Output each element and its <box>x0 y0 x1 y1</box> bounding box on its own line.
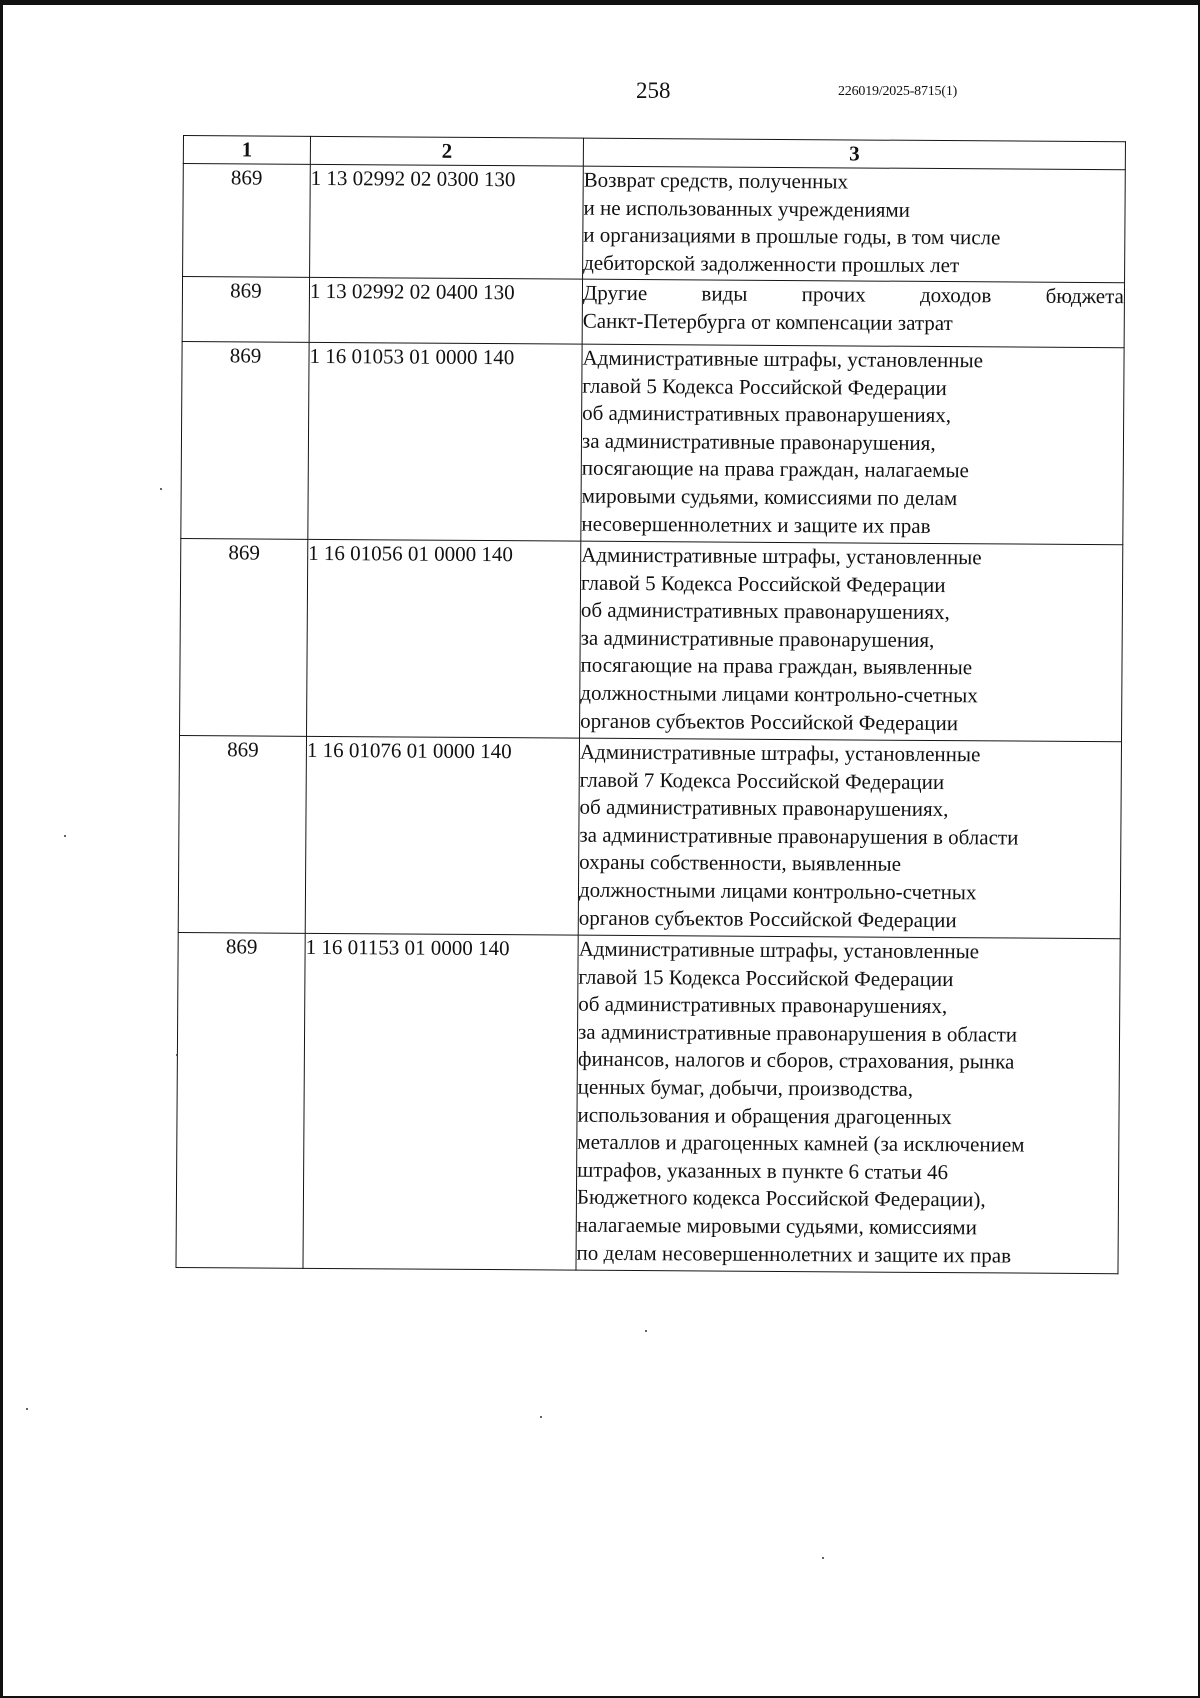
admin-code-cell: 869 <box>183 164 311 278</box>
admin-code-cell: 869 <box>180 538 308 736</box>
table-row <box>180 538 1123 741</box>
text-line: главой 7 Кодекса Российской Федерации <box>579 767 945 794</box>
text-line: и не использованных учреждениями <box>583 195 911 222</box>
text-word: бюджета <box>1045 283 1125 309</box>
budget-code-cell: 1 16 01153 01 0000 140 <box>303 933 578 1270</box>
text-line: дебиторской задолженности прошлых лет <box>583 250 960 277</box>
text-line: главой 5 Кодекса Российской Федерации <box>582 373 947 400</box>
budget-codes-table <box>175 135 1125 1274</box>
table-row <box>182 277 1124 348</box>
income-name-cell <box>580 541 1123 742</box>
budget-code-cell: 1 13 02992 02 0300 130 <box>310 164 584 279</box>
text-line: органов субъектов Российской Федерации <box>578 905 957 932</box>
text-line: штрафов, указанных в пункте 6 статьи 46 <box>577 1157 949 1184</box>
text-line: Административные штрафы, установленные <box>578 936 980 964</box>
text-line: металлов и драгоценных камней (за исключением <box>577 1129 1025 1157</box>
text-line: об административных правонарушениях, <box>579 794 949 822</box>
text-line: финансов, налогов и сборов, страхования, рынка <box>577 1047 1015 1074</box>
text-line: Административные штрафы, установленные <box>581 542 982 570</box>
text-line: Бюджетного кодекса Российской Федерации), <box>576 1184 986 1212</box>
scan-speck <box>645 1330 647 1332</box>
scan-speck <box>26 1408 28 1410</box>
budget-code-cell: 1 16 01053 01 0000 140 <box>308 342 582 541</box>
table-row <box>178 735 1121 938</box>
text-line: Административные штрафы, установленные <box>582 345 984 373</box>
text-line: об административных правонарушениях, <box>582 400 952 428</box>
scan-speck <box>160 488 162 490</box>
text-line: охраны собственности, выявленные <box>579 850 902 877</box>
text-line: за административные правонарушения в области <box>577 1019 1018 1047</box>
budget-code-cell: 1 13 02992 02 0400 130 <box>309 277 582 344</box>
text-line: мировыми судьями, комиссиями по делам <box>581 483 958 511</box>
table-row <box>176 932 1120 1273</box>
income-name-cell <box>576 935 1120 1274</box>
text-line: должностными лицами контрольно-счетных <box>578 877 977 905</box>
text-line: об административных правонарушениях, <box>578 991 948 1019</box>
scan-speck <box>176 1054 178 1056</box>
table-row <box>183 164 1126 283</box>
text-line: Санкт-Петербурга от компенсации затрат <box>582 308 953 335</box>
budget-code-cell: 1 16 01076 01 0000 140 <box>305 736 579 935</box>
text-line: Возврат средств, полученных <box>583 167 849 194</box>
text-line: Административные штрафы, установленные <box>579 739 981 767</box>
income-name-cell <box>578 738 1121 939</box>
text-line: за административные правонарушения, <box>580 625 935 652</box>
text-line: должностными лицами контрольно-счетных <box>580 680 978 708</box>
text-line: главой 5 Кодекса Российской Федерации <box>580 570 946 597</box>
text-line: органов субъектов Российской Федерации <box>580 708 959 735</box>
text-line: ценных бумаг, добычи, производства, <box>577 1074 914 1101</box>
admin-code-cell: 869 <box>176 932 305 1268</box>
table-row <box>181 341 1124 544</box>
page-number: 258 <box>636 78 671 103</box>
header-col-3: 3 <box>583 138 1125 170</box>
income-name-cell <box>583 166 1126 283</box>
text-word: виды <box>701 281 748 306</box>
header-col-2: 2 <box>310 136 583 166</box>
text-line: за административные правонарушения в области <box>579 822 1019 850</box>
header-col-1: 1 <box>183 136 310 165</box>
income-name-cell <box>582 279 1124 348</box>
income-name-cell <box>581 344 1124 545</box>
text-line: посягающие на права граждан, выявленные <box>580 653 973 680</box>
text-line-justified <box>583 280 1124 311</box>
text-line: использования и обращения драгоценных <box>577 1102 952 1129</box>
scan-speck <box>540 1416 542 1418</box>
scan-speck <box>822 1557 824 1559</box>
scan-speck <box>64 835 66 837</box>
text-line: об административных правонарушениях, <box>580 597 950 625</box>
text-line: по делам несовершеннолетних и защите их прав <box>576 1240 1012 1268</box>
text-line: несовершеннолетних и защите их прав <box>581 511 931 538</box>
budget-code-cell: 1 16 01056 01 0000 140 <box>307 539 581 738</box>
text-word: доходов <box>919 282 992 308</box>
text-line: налагаемые мировыми судьями, комиссиями <box>576 1212 977 1240</box>
admin-code-cell: 869 <box>178 735 306 933</box>
text-line: и организациями в прошлые годы, в том числе <box>583 222 1001 250</box>
text-line: за административные правонарушения, <box>581 428 936 455</box>
document-id: 226019/2025-8715(1) <box>838 84 958 99</box>
text-line: главой 15 Кодекса Российской Федерации <box>578 964 954 991</box>
admin-code-cell: 869 <box>181 341 309 539</box>
admin-code-cell: 869 <box>182 277 309 343</box>
text-word: прочих <box>801 282 866 307</box>
text-line: посягающие на права граждан, налагаемые <box>581 456 970 483</box>
text-word: Другие <box>582 280 648 306</box>
